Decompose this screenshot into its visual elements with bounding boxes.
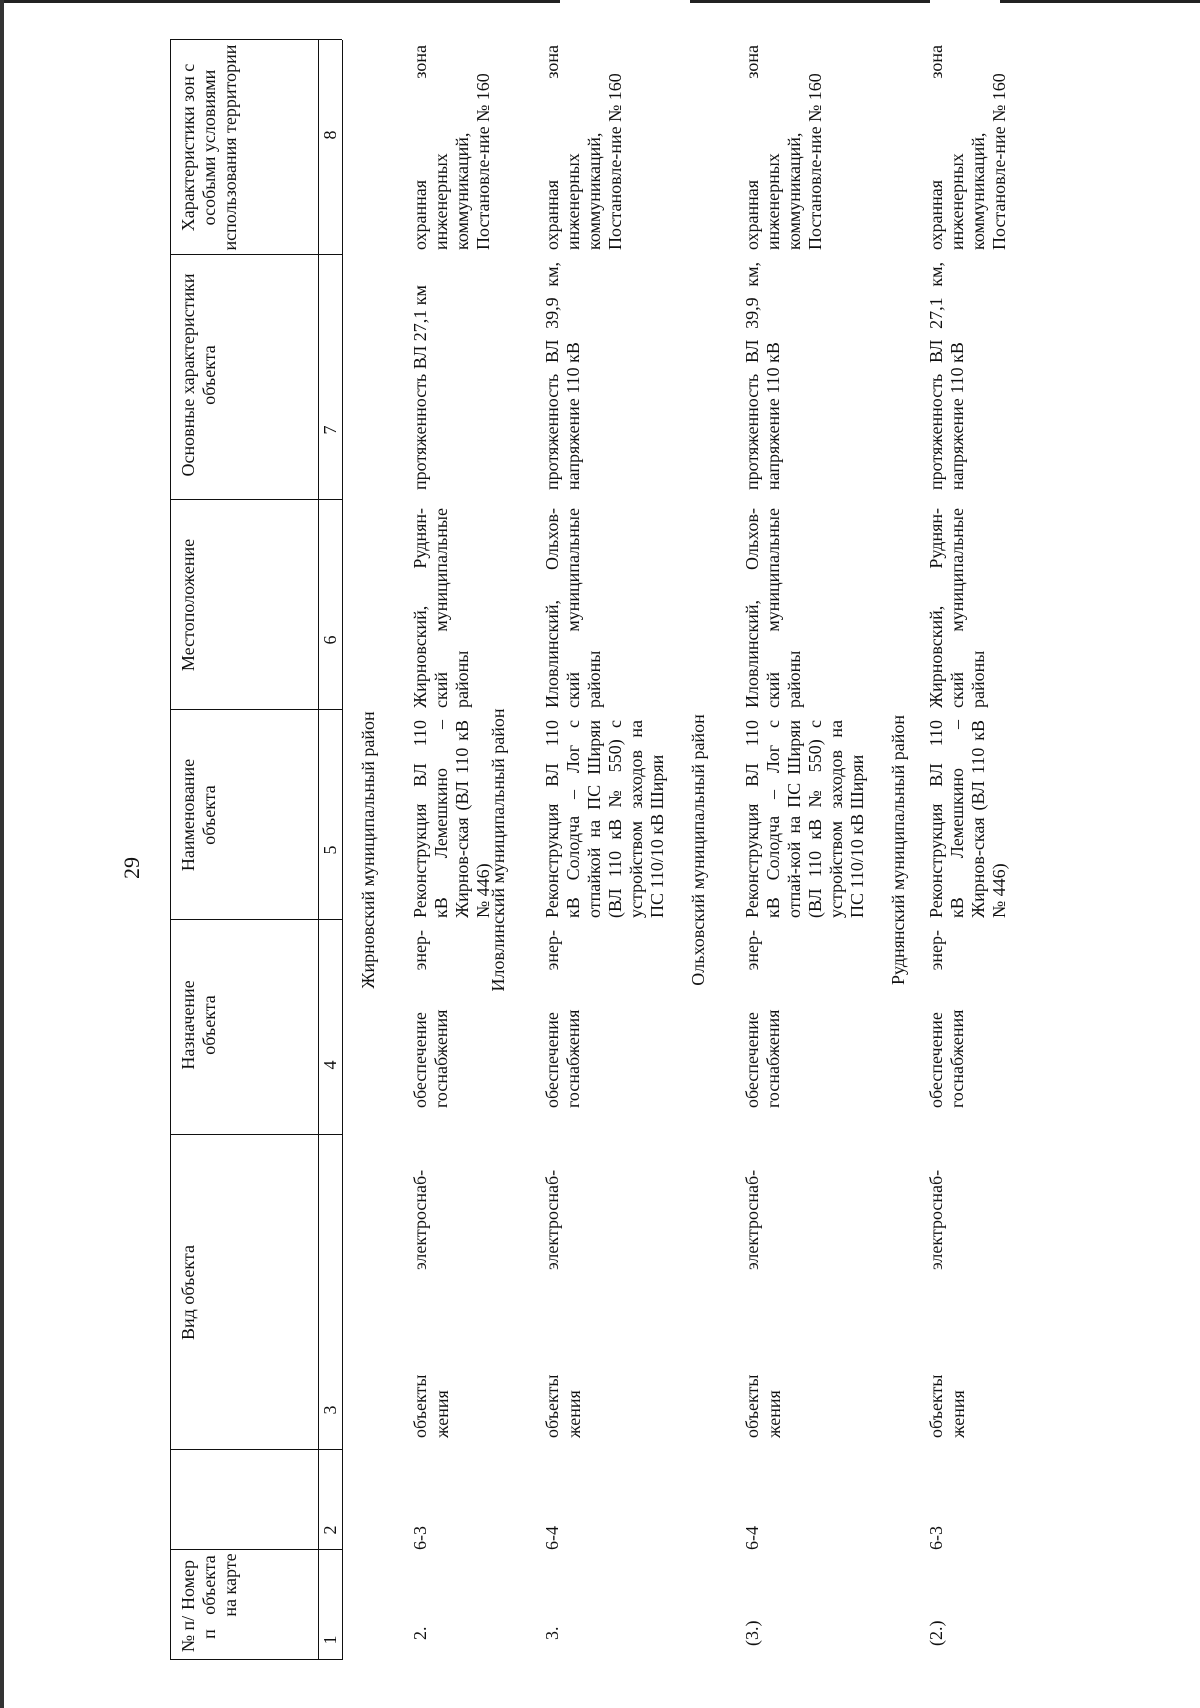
- column-number-1: 1: [320, 1635, 340, 1645]
- row-map-number: 6-3: [926, 1526, 946, 1550]
- header-characteristics: Основные характеристики объекта: [178, 273, 219, 477]
- page-number: 29: [119, 857, 144, 879]
- scan-edge-top-left: [0, 0, 560, 3]
- col-rule-4: [170, 919, 342, 920]
- column-number-4: 4: [320, 1060, 340, 1070]
- row-number: (2.): [926, 1620, 946, 1646]
- header-purpose: Назначение объекта: [178, 980, 219, 1070]
- column-number-3: 3: [320, 1405, 340, 1415]
- scan-edge-left: [0, 0, 4, 1708]
- header-top-rule: [170, 40, 171, 1660]
- header-mid-rule: [318, 40, 319, 1660]
- row-map-number: 6-4: [542, 1526, 562, 1550]
- row-object-type-c: жения: [948, 1390, 968, 1438]
- row-object-type-b: электроснаб-: [742, 1169, 762, 1270]
- row-characteristics: протяженность ВЛ 27,1 км: [410, 285, 430, 490]
- row-zones: охранная зона инженерных коммуникаций, Постановле-ние № 160: [926, 45, 1009, 250]
- column-number-2: 2: [320, 1525, 340, 1535]
- row-object-type-a: объекты: [926, 1374, 946, 1438]
- row-location: Иловлинский, Ольхов-ский муниципальные районы: [542, 508, 604, 708]
- row-location: Жирновский, Руднян-ский муниципальные районы: [410, 508, 472, 708]
- scan-edge-top-right: [1000, 0, 1200, 3]
- row-object-type-a: объекты: [542, 1374, 562, 1438]
- scan-edge-top-mid: [690, 0, 930, 3]
- row-object-type-b: электроснаб-: [926, 1169, 946, 1270]
- row-object-type-a: объекты: [410, 1374, 430, 1438]
- column-number-7: 7: [320, 425, 340, 435]
- row-zones: охранная зона инженерных коммуникаций, Постановле-ние № 160: [542, 45, 625, 250]
- header-bottom-rule: [342, 40, 343, 1660]
- row-object-name: Реконструкция ВЛ 110 кВ Солодча – Лог с отпайкой на ПС Ширяи (ВЛ 110 кВ № 550) с устройством заходов на ПС 110/10 кВ Ширяи: [542, 720, 667, 918]
- row-characteristics: протяженность ВЛ 39,9 км, напряжение 110 кВ: [742, 262, 783, 490]
- header-name: Наименование объекта: [178, 758, 219, 872]
- row-object-name: Реконструкция ВЛ 110 кВ Лемешкино – Жирнов-ская (ВЛ 110 кВ № 446): [926, 720, 1009, 918]
- row-characteristics: протяженность ВЛ 39,9 км, напряжение 110 кВ: [542, 262, 583, 490]
- row-location: Иловлинский, Ольхов-ский муниципальные районы: [742, 508, 804, 708]
- district-heading: Жирновский муниципальный район: [358, 711, 378, 989]
- row-object-type-c: жения: [764, 1390, 784, 1438]
- col-rule-0: [170, 1659, 342, 1660]
- row-zones: охранная зона инженерных коммуникаций, Постановле-ние № 160: [410, 45, 493, 250]
- row-number: 2.: [410, 1626, 430, 1640]
- row-characteristics: протяженность ВЛ 27,1 км, напряжение 110 кВ: [926, 262, 967, 490]
- column-number-5: 5: [320, 845, 340, 855]
- row-object-type-a: объекты: [742, 1374, 762, 1438]
- rotated-table: [170, 40, 1009, 1660]
- row-number: (3.): [742, 1620, 762, 1646]
- row-object-type-c: жения: [564, 1390, 584, 1438]
- row-object-name: Реконструкция ВЛ 110 кВ Солодча – Лог с отпай-кой на ПС Ширяи (ВЛ 110 кВ № 550) с устройством заходов на ПС 110/10 кВ Ширяи: [742, 720, 867, 918]
- row-zones: охранная зона инженерных коммуникаций, Постановле-ние № 160: [742, 45, 825, 250]
- row-number: 3.: [542, 1626, 562, 1640]
- column-number-6: 6: [320, 635, 340, 645]
- row-purpose: обеспечение энер-госнабжения: [742, 930, 783, 1108]
- row-purpose: обеспечение энер-госнабжения: [542, 930, 583, 1108]
- district-heading: Ольховский муниципальный район: [688, 714, 708, 986]
- header-location: Местоположение: [178, 538, 198, 672]
- row-location: Жирновский, Руднян-ский муниципальные районы: [926, 508, 988, 708]
- row-object-name: Реконструкция ВЛ 110 кВ Лемешкино – Жирнов-ская (ВЛ 110 кВ № 446): [410, 720, 493, 918]
- row-map-number: 6-3: [410, 1526, 430, 1550]
- row-object-type-b: электроснаб-: [410, 1169, 430, 1270]
- row-object-type-c: жения: [432, 1390, 452, 1438]
- header-number: № п/п: [178, 1615, 219, 1653]
- row-object-type-b: электроснаб-: [542, 1169, 562, 1270]
- district-heading: Иловлинский муниципальный район: [488, 708, 508, 992]
- row-map-number: 6-4: [742, 1526, 762, 1550]
- header-zones: Характеристики зон с особыми условиями использования территории: [178, 44, 240, 251]
- row-purpose: обеспечение энер-госнабжения: [926, 930, 967, 1108]
- row-purpose: обеспечение энер-госнабжения: [410, 930, 451, 1108]
- header-map-number: Номер объекта на карте: [178, 1553, 240, 1617]
- column-number-8: 8: [320, 130, 340, 140]
- district-heading: Руднянский муниципальный район: [888, 714, 908, 986]
- header-object-type: Вид объекта: [178, 1245, 198, 1340]
